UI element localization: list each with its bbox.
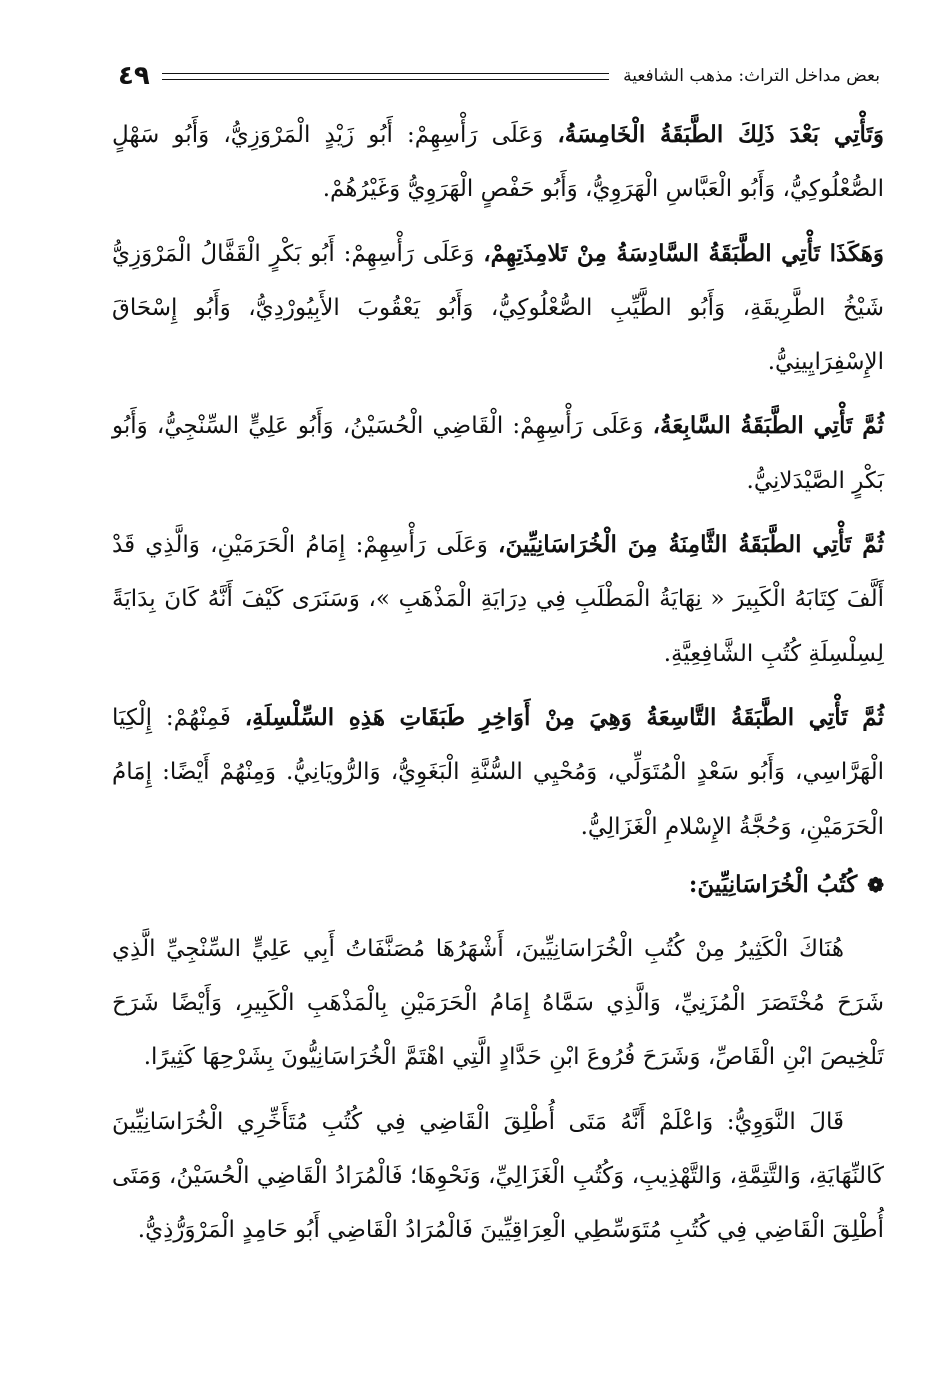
bold-lead: وَتَأْتِي بَعْدَ ذَلِكَ الطَّبَقَةُ الْخَامِسَةُ،	[557, 121, 884, 148]
paragraph-nawawi-quote: قَالَ النَّوَوِيُّ: وَاعْلَمْ أَنَّهُ مَتَى أُطْلِقَ الْقَاضِي فِي كُتُبِ مُتَأَخِّرِي الْخُرَاسَانِيِّينَ كَالنِّهَايَةِ، وَالتَّتِمَّةِ، وَالتَّهْذِيبِ، وَكُتُبِ الْغَزَالِيِّ، وَنَحْوِهَا؛ فَالْمُرَادُ الْقَاضِي الْحُسَيْنُ، وَمَتَى أُطْلِقَ الْقَاضِي فِي كُتُبِ مُتَوَسِّطِي الْعِرَاقِيِّينَ فَالْمُرَادُ الْقَاضِي أَبُو حَامِدٍ الْمَرْوَرُّذِيُّ.	[112, 1108, 884, 1244]
header-rule	[162, 73, 609, 80]
page-header	[118, 58, 880, 94]
paragraph-text: وَعَلَى رَأْسِهِمْ: أَبُو بَكْرٍ الْقَفَّالُ الْمَرْوَزِيُّ شَيْخُ الطَّرِيقَةِ، وَأَبُو الطَّيِّبِ الصُّعْلُوكِيُّ، وَأَبُو يَعْقُوبَ الأَبِيُورْدِيُّ، وَأَبُو إِسْحَاقَ الإِسْفِرَايِينِيُّ.	[112, 240, 884, 376]
section-heading	[112, 860, 884, 910]
flower-icon: ❁	[867, 872, 884, 897]
paragraph-text: وَعَلَى رَأْسِهِمْ: الْقَاضِي الْحُسَيْنُ، وَأَبُو عَلِيٍّ السِّنْجِيُّ، وَأَبُو بَكْرٍ الصَّيْدَلانِيُّ.	[112, 413, 884, 494]
paragraph-text: فَمِنْهُمْ: إِلْكِيَا الْهَرَّاسِي، وَأَبُو سَعْدٍ الْمُتَوَلِّي، وَمُحْيِي السُّنَّةِ الْبَغَوِيُّ، وَالرُّويَانِيُّ. وَمِنْهُمْ أَيْضًا: إِمَامُ الْحَرَمَيْنِ، وَحُجَّةُ الإِسْلامِ الْغَزَالِيُّ.	[112, 704, 884, 840]
bold-lead: ثُمَّ تَأْتِي الطَّبَقَةُ الثَّامِنَةُ مِنَ الْخُرَاسَانِيِّينَ،	[498, 531, 885, 559]
section-heading-text: كُتُبُ الْخُرَاسَانِيِّينَ:	[688, 870, 858, 898]
paragraph-fifth-tier	[112, 108, 884, 217]
running-title: بعض مداخل التراث: مذهب الشافعية	[623, 66, 880, 86]
paragraph-ninth-tier	[112, 691, 884, 854]
page-body	[112, 108, 884, 1258]
paragraph-sixth-tier	[112, 227, 884, 390]
bold-lead: وَهَكَذَا تَأْتِي الطَّبَقَةُ السَّادِسَةُ مِنْ تَلامِذَتِهِمْ،	[483, 239, 884, 267]
bold-lead: ثُمَّ تَأْتِي الطَّبَقَةُ السَّابِعَةُ،	[652, 412, 884, 440]
bold-lead: ثُمَّ تَأْتِي الطَّبَقَةُ التَّاسِعَةُ وَهِيَ مِنْ أَوَاخِرِ طَبَقَاتِ هَذِهِ السِّلْسِلَةِ،	[244, 703, 885, 731]
paragraph-text: وَعَلَى رَأْسِهِمْ: إِمَامُ الْحَرَمَيْنِ، وَالَّذِي قَدْ أَلَّفَ كِتَابَهُ الْكَبِيرَ « نِهَايَةُ الْمَطْلَبِ فِي دِرَايَةِ الْمَذْهَبِ »، وَسَنَرَى كَيْفَ أَنَّهُ كَانَ بِدَايَةً لِسِلْسِلَةِ كُتُبِ الشَّافِعِيَّةِ.	[112, 532, 884, 667]
paragraph-eighth-tier	[112, 518, 884, 681]
paragraph-seventh-tier	[112, 399, 884, 508]
paragraph-text: وَعَلَى رَأْسِهِمْ: أَبُو زَيْدٍ الْمَرْوَزِيُّ، وَأَبُو سَهْلٍ الصُّعْلُوكِيُّ، وَأَبُو الْعَبَّاسِ الْهَرَوِيُّ، وَأَبُو حَفْصٍ الْهَرَوِيُّ وَغَيْرُهُمْ.	[112, 122, 884, 203]
page-number: ٤٩	[118, 61, 150, 91]
paragraph-khurasani-books: هُنَاكَ الْكَثِيرُ مِنْ كُتُبِ الْخُرَاسَانِيِّينَ، أَشْهَرُهَا مُصَنَّفَاتُ أَبِي عَلِيٍّ السِّنْجِيِّ الَّذِي شَرَحَ مُخْتَصَرَ الْمُزَنِيِّ، وَالَّذِي سَمَّاهُ إِمَامُ الْحَرَمَيْنِ بِالْمَذْهَبِ الْكَبِيرِ، وَأَيْضًا شَرَحَ تَلْخِيصَ ابْنِ الْقَاصِّ، وَشَرَحَ فُرُوعَ ابْنِ حَدَّادٍ الَّتِي اهْتَمَّ الْخُرَاسَانِيُّونَ بِشَرْحِهَا كَثِيرًا.	[112, 935, 884, 1071]
